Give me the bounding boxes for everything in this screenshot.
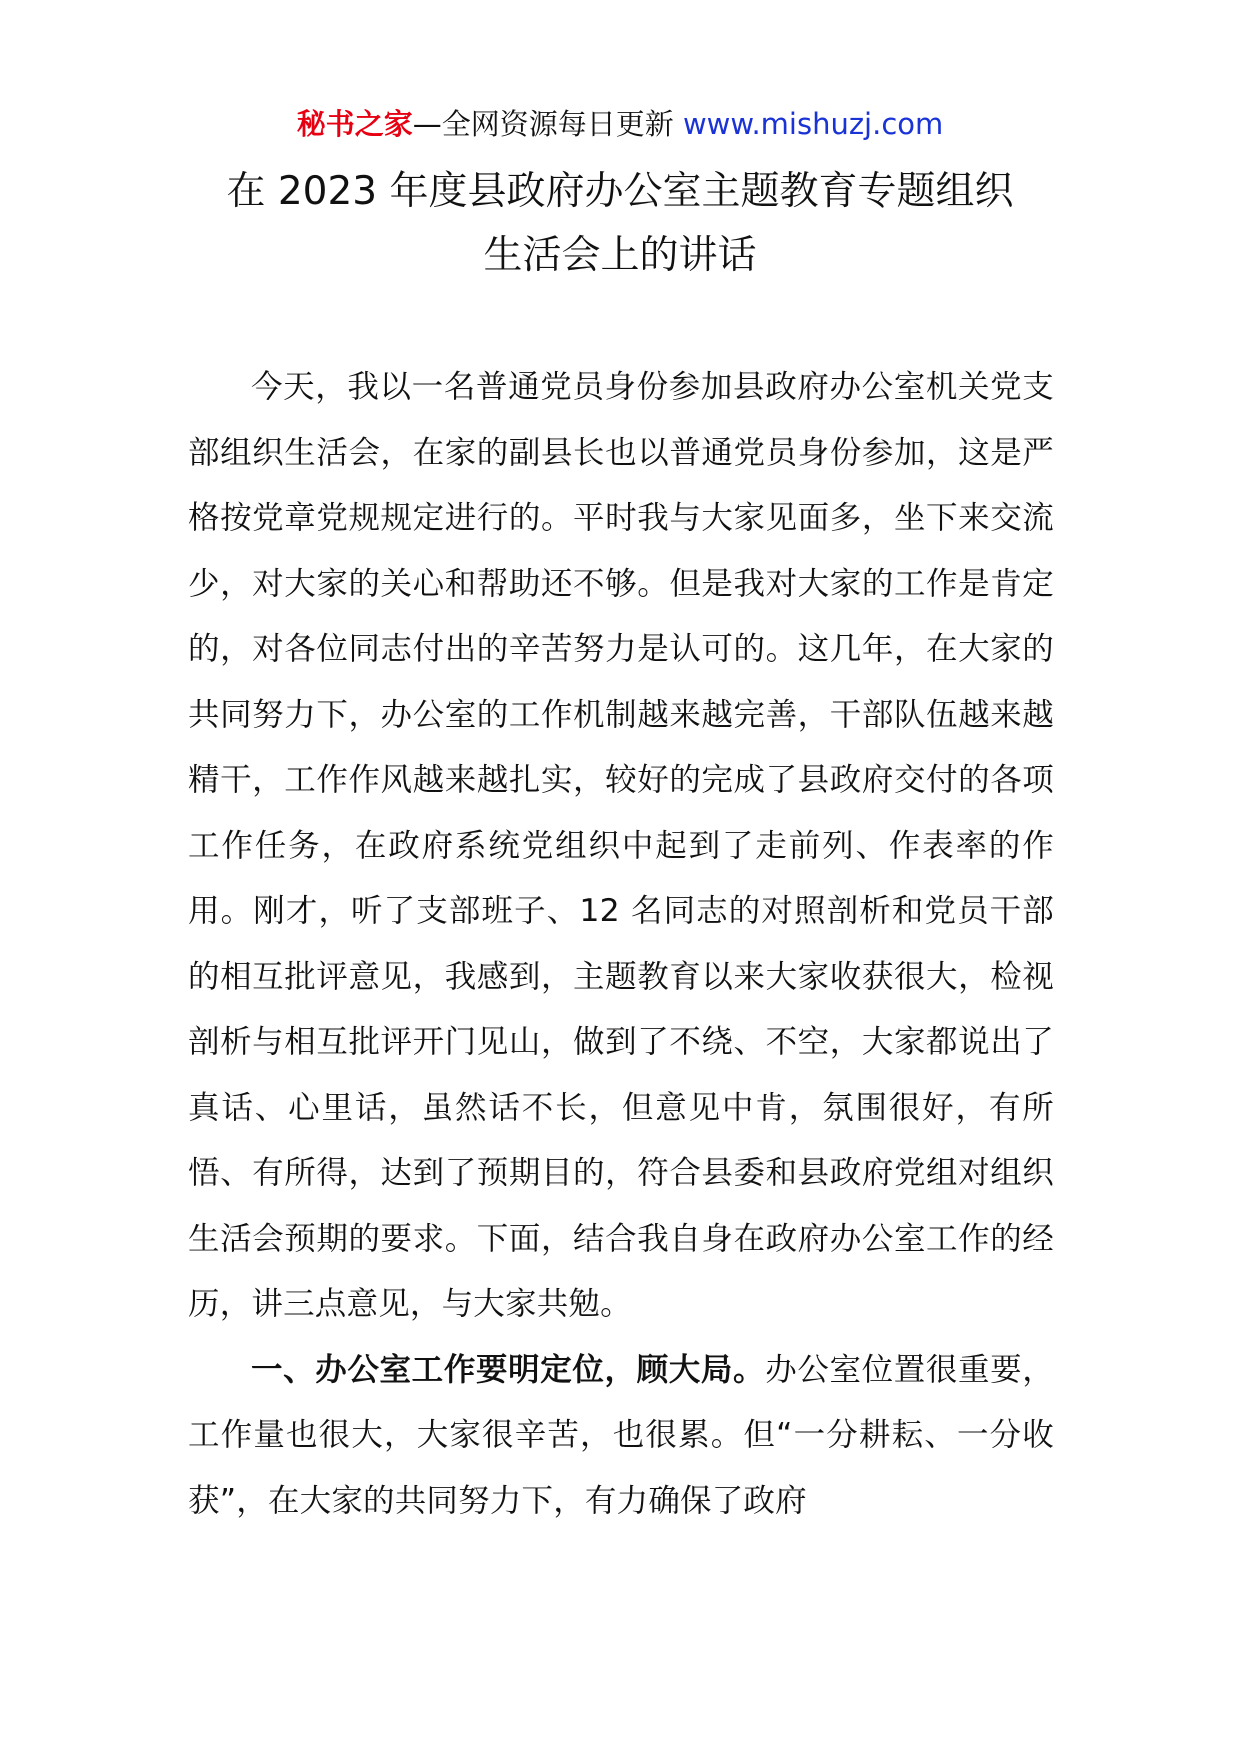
section-heading-1: 一、办公室工作要明定位，顾大局。 bbox=[251, 1351, 766, 1388]
body-paragraph-2 bbox=[188, 1338, 1054, 1535]
site-header bbox=[0, 104, 1240, 144]
paragraph-text: 今天，我以一名普通党员身份参加县政府办公室机关党支部组织生活会，在家的副县长也以普通党员身份参加，这是严格按党章党规规定进行的。平时我与大家见面多，坐下来交流少，对大家的关心和帮助还不够。但是我对大家的工作是肯定的，对各位同志付出的辛苦努力是认可的。这几年，在大家的共同努力下，办公室的工作机制越来越完善，干部队伍越来越精干，工作作风越来越扎实，较好的完成了县政府交付的各项工作任务，在政府系统党组织中起到了走前列、作表率的作用。刚才，听了支部班子、12 名同志的对照剖析和党员干部的相互批评意见，我感到，主题教育以来大家收获很大，检视剖析与相互批评开门见山，做到了不绕、不空，大家都说出了真话、心里话，虽然话不长，但意见中肯，氛围很好，有所悟、有所得，达到了预期目的，符合县委和县政府党组对组织生活会预期的要求。下面，结合我自身在政府办公室工作的经历，讲三点意见，与大家共勉。 bbox=[188, 369, 1054, 1322]
document-title-line-1: 在 2023 年度县政府办公室主题教育专题组织 bbox=[226, 169, 1014, 214]
header-tagline: —全网资源每日更新 bbox=[412, 107, 674, 141]
site-url-link[interactable]: www.mishuzj.com bbox=[682, 107, 944, 141]
paragraph-text: 办公室位置很重要，工作量也很大，大家很辛苦，也很累。但“一分耕耘、一分收获”，在大家的共同努力下，有力确保了政府 bbox=[188, 1351, 1054, 1519]
body-paragraph-1 bbox=[188, 355, 1054, 1338]
document-title bbox=[180, 160, 1060, 288]
document-title-line-2: 生活会上的讲话 bbox=[483, 233, 757, 278]
document-body bbox=[188, 355, 1054, 1534]
brand-name: 秘书之家 bbox=[296, 107, 413, 141]
